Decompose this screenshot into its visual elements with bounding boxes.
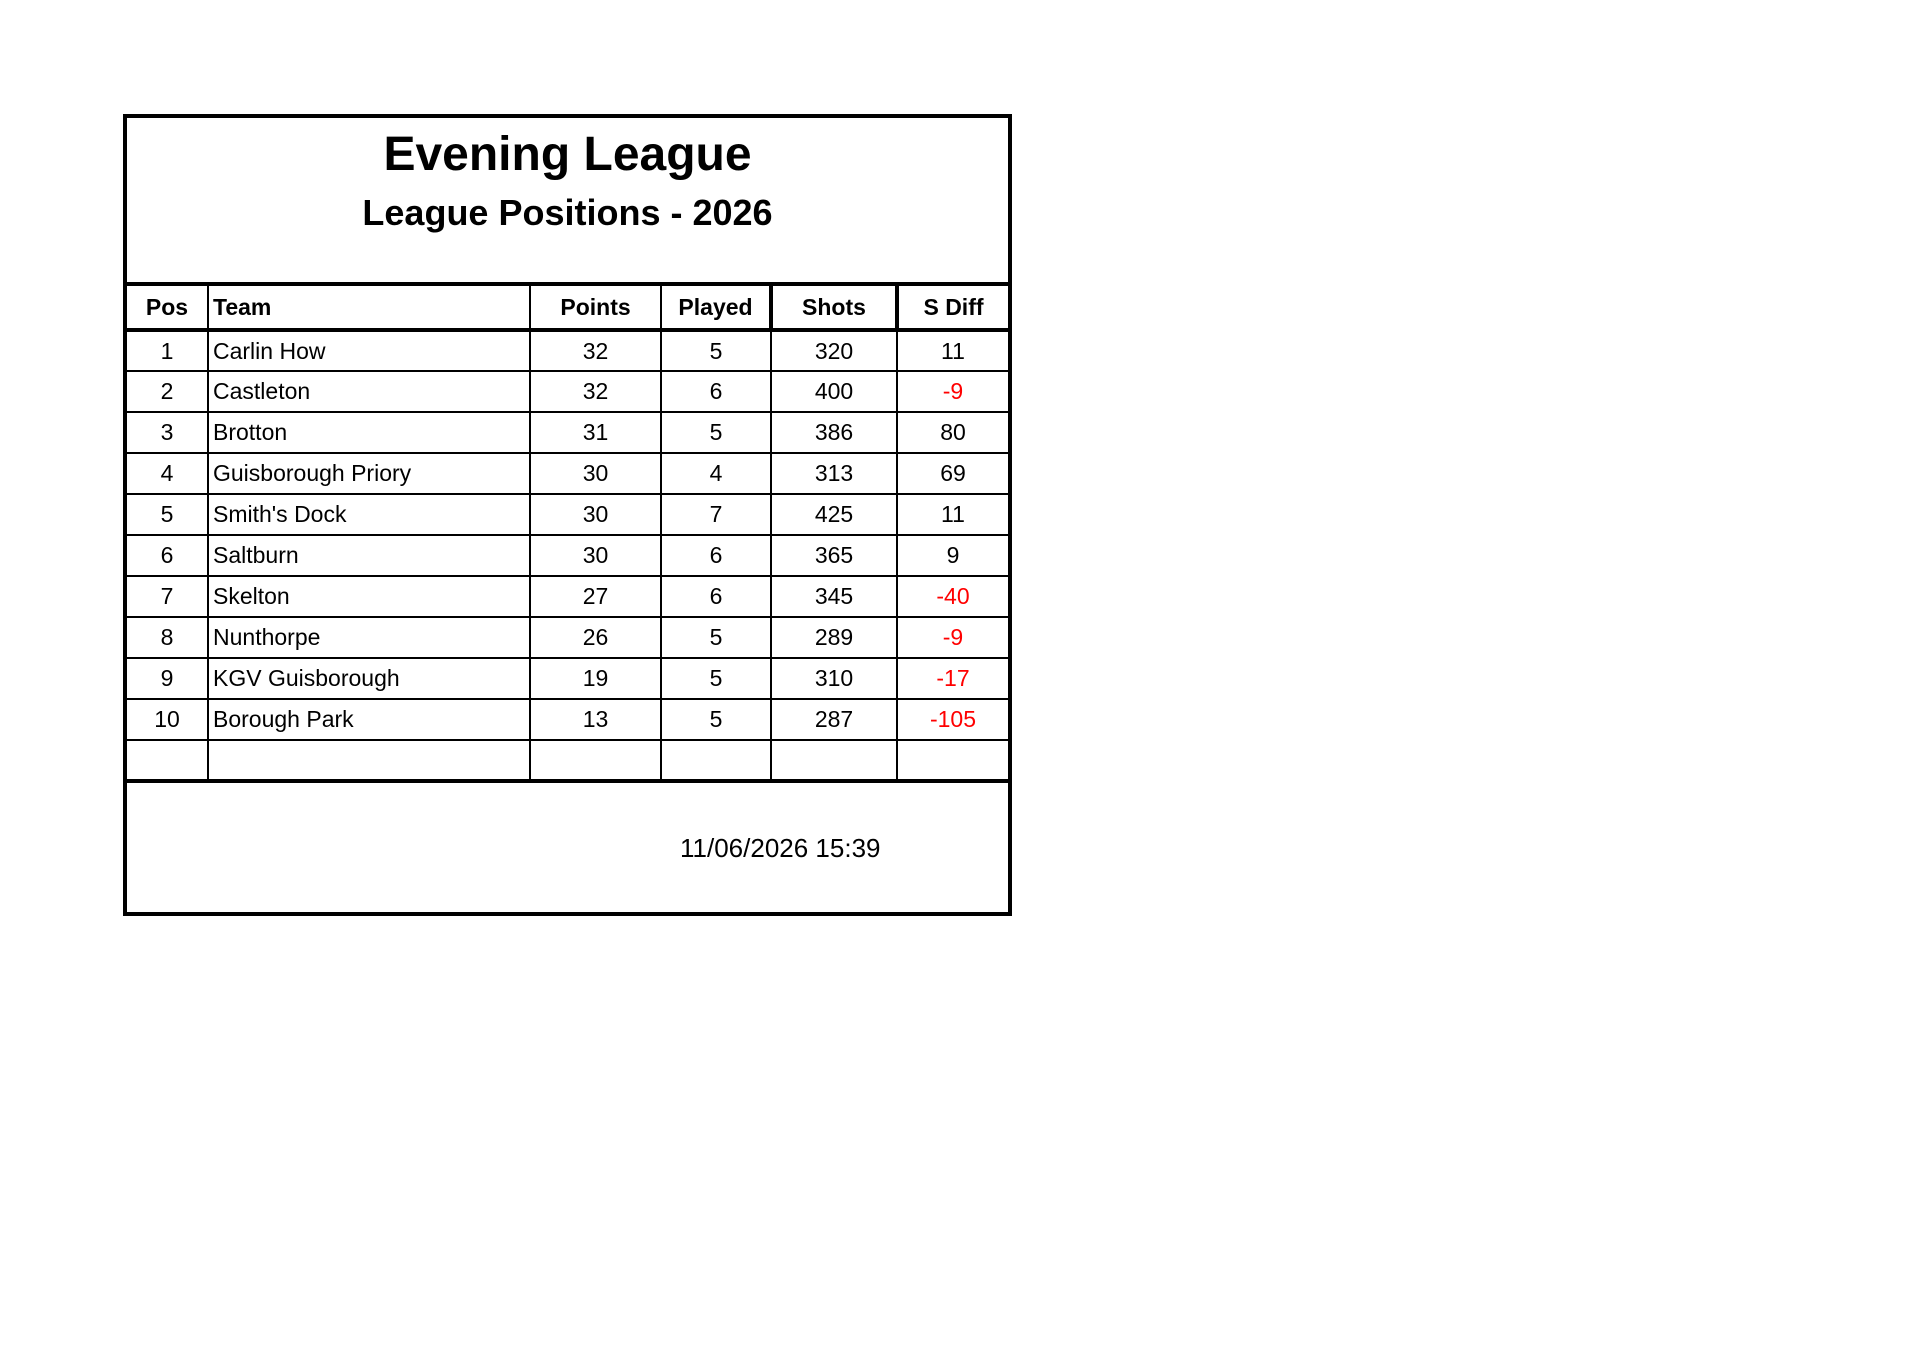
cell-points: 32 bbox=[530, 371, 661, 412]
cell-points: 30 bbox=[530, 453, 661, 494]
cell-pos: 3 bbox=[127, 412, 208, 453]
cell-shots: 365 bbox=[771, 535, 897, 576]
cell-sdiff: 11 bbox=[897, 494, 1008, 535]
standings-body bbox=[127, 330, 1008, 781]
column-header-pos: Pos bbox=[127, 286, 208, 330]
blank-cell bbox=[897, 740, 1008, 781]
league-sheet bbox=[123, 114, 1012, 916]
cell-played: 6 bbox=[661, 371, 771, 412]
cell-played: 6 bbox=[661, 576, 771, 617]
cell-sdiff: 9 bbox=[897, 535, 1008, 576]
cell-played: 5 bbox=[661, 330, 771, 371]
column-header-played: Played bbox=[661, 286, 771, 330]
cell-shots: 345 bbox=[771, 576, 897, 617]
cell-pos: 1 bbox=[127, 330, 208, 371]
column-header-shots: Shots bbox=[771, 286, 897, 330]
cell-team: Castleton bbox=[208, 371, 530, 412]
blank-cell bbox=[127, 740, 208, 781]
cell-sdiff: 80 bbox=[897, 412, 1008, 453]
cell-shots: 310 bbox=[771, 658, 897, 699]
table-header-row bbox=[127, 286, 1008, 330]
table-row bbox=[127, 453, 1008, 494]
cell-points: 26 bbox=[530, 617, 661, 658]
cell-played: 7 bbox=[661, 494, 771, 535]
cell-played: 5 bbox=[661, 699, 771, 740]
cell-pos: 9 bbox=[127, 658, 208, 699]
timestamp: 11/06/2026 15:39 bbox=[680, 833, 881, 863]
cell-shots: 320 bbox=[771, 330, 897, 371]
cell-sdiff: 69 bbox=[897, 453, 1008, 494]
cell-points: 31 bbox=[530, 412, 661, 453]
cell-points: 19 bbox=[530, 658, 661, 699]
cell-shots: 425 bbox=[771, 494, 897, 535]
cell-pos: 4 bbox=[127, 453, 208, 494]
cell-points: 13 bbox=[530, 699, 661, 740]
cell-points: 30 bbox=[530, 535, 661, 576]
cell-sdiff: -105 bbox=[897, 699, 1008, 740]
cell-sdiff: -17 bbox=[897, 658, 1008, 699]
cell-points: 32 bbox=[530, 330, 661, 371]
cell-played: 5 bbox=[661, 412, 771, 453]
table-row bbox=[127, 494, 1008, 535]
cell-pos: 2 bbox=[127, 371, 208, 412]
cell-points: 27 bbox=[530, 576, 661, 617]
table-row bbox=[127, 699, 1008, 740]
cell-team: Smith's Dock bbox=[208, 494, 530, 535]
table-row bbox=[127, 535, 1008, 576]
blank-row bbox=[127, 740, 1008, 781]
cell-shots: 313 bbox=[771, 453, 897, 494]
cell-played: 6 bbox=[661, 535, 771, 576]
cell-shots: 400 bbox=[771, 371, 897, 412]
table-row bbox=[127, 371, 1008, 412]
cell-shots: 386 bbox=[771, 412, 897, 453]
cell-played: 5 bbox=[661, 658, 771, 699]
cell-sdiff: -40 bbox=[897, 576, 1008, 617]
table-row bbox=[127, 658, 1008, 699]
cell-team: KGV Guisborough bbox=[208, 658, 530, 699]
cell-sdiff: -9 bbox=[897, 617, 1008, 658]
cell-sdiff: -9 bbox=[897, 371, 1008, 412]
cell-team: Borough Park bbox=[208, 699, 530, 740]
cell-pos: 10 bbox=[127, 699, 208, 740]
cell-team: Saltburn bbox=[208, 535, 530, 576]
cell-team: Carlin How bbox=[208, 330, 530, 371]
table-row bbox=[127, 617, 1008, 658]
cell-pos: 5 bbox=[127, 494, 208, 535]
cell-sdiff: 11 bbox=[897, 330, 1008, 371]
table-row bbox=[127, 576, 1008, 617]
column-header-points: Points bbox=[530, 286, 661, 330]
page-title: Evening League bbox=[383, 128, 752, 181]
cell-team: Brotton bbox=[208, 412, 530, 453]
cell-pos: 8 bbox=[127, 617, 208, 658]
sheet-header bbox=[127, 118, 1008, 286]
cell-played: 5 bbox=[661, 617, 771, 658]
cell-team: Skelton bbox=[208, 576, 530, 617]
column-header-team: Team bbox=[208, 286, 530, 330]
cell-pos: 7 bbox=[127, 576, 208, 617]
cell-played: 4 bbox=[661, 453, 771, 494]
blank-cell bbox=[208, 740, 530, 781]
table-row bbox=[127, 330, 1008, 371]
cell-team: Guisborough Priory bbox=[208, 453, 530, 494]
sheet-footer bbox=[127, 783, 1008, 863]
cell-shots: 289 bbox=[771, 617, 897, 658]
page-subtitle: League Positions - 2026 bbox=[362, 192, 773, 233]
table-row bbox=[127, 412, 1008, 453]
cell-pos: 6 bbox=[127, 535, 208, 576]
cell-team: Nunthorpe bbox=[208, 617, 530, 658]
standings-table bbox=[127, 286, 1008, 783]
blank-cell bbox=[661, 740, 771, 781]
cell-shots: 287 bbox=[771, 699, 897, 740]
blank-cell bbox=[530, 740, 661, 781]
column-header-sdiff: S Diff bbox=[897, 286, 1008, 330]
cell-points: 30 bbox=[530, 494, 661, 535]
blank-cell bbox=[771, 740, 897, 781]
